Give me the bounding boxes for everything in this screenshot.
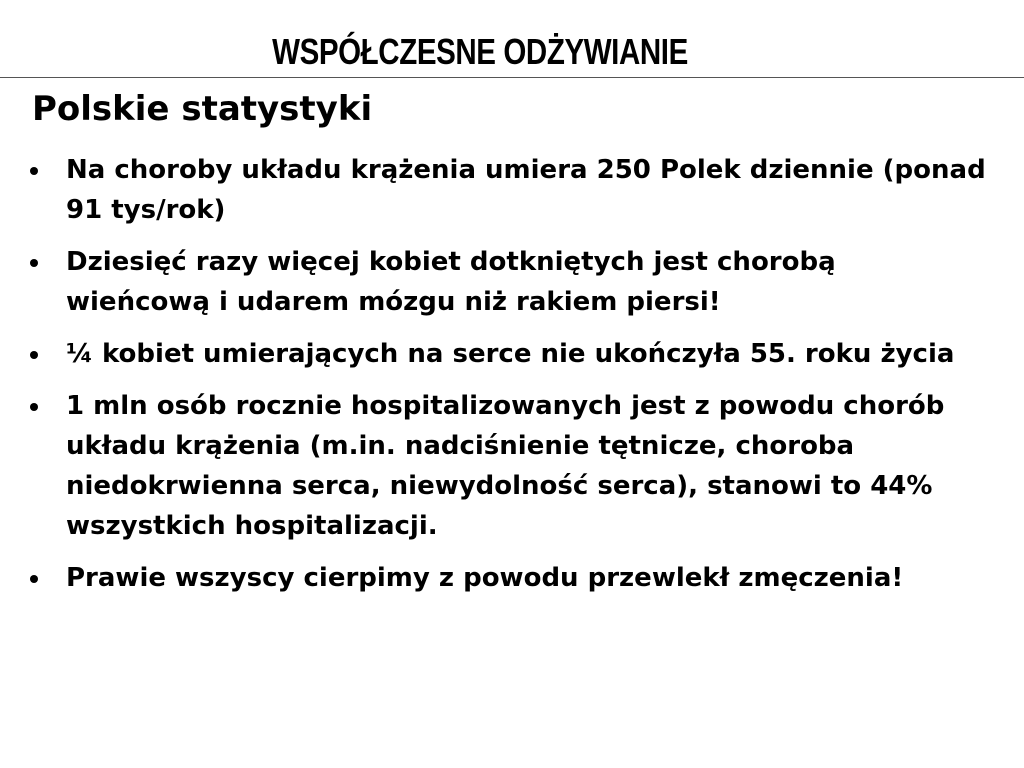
slide-subheading: Polskie statystyki — [32, 89, 373, 129]
list-item-text: Na choroby układu krążenia umiera 250 Polek dziennie (ponad 91 tys/rok) — [66, 155, 986, 225]
list-item — [28, 242, 988, 322]
bullet-dot-icon — [30, 575, 38, 583]
list-item-text: 1 mln osób rocznie hospitalizowanych jest z powodu chorób układu krążenia (m.in. nadciśnienie tętnicze, choroba niedokrwienna serca, niewydolność serca), stanowi to 44% wszystkich hospitalizacji. — [66, 391, 945, 541]
bullet-dot-icon — [30, 351, 38, 359]
list-item-text: ¼ kobiet umierających na serce nie ukończyła 55. roku życia — [66, 339, 955, 369]
list-item-text: Dziesięć razy więcej kobiet dotkniętych jest chorobą wieńcową i udarem mózgu niż rakiem piersi! — [66, 247, 836, 317]
bullet-dot-icon — [30, 167, 38, 175]
list-item — [28, 334, 988, 374]
bullet-dot-icon — [30, 259, 38, 267]
list-item — [28, 150, 988, 230]
list-item-text: Prawie wszyscy cierpimy z powodu przewlekł zmęczenia! — [66, 563, 904, 593]
title-divider — [0, 77, 1024, 78]
list-item — [28, 386, 988, 546]
list-item — [28, 558, 988, 598]
statistics-list — [28, 150, 988, 610]
slide-title: WSPÓŁCZESNE ODŻYWIANIE — [272, 31, 688, 72]
bullet-dot-icon — [30, 403, 38, 411]
